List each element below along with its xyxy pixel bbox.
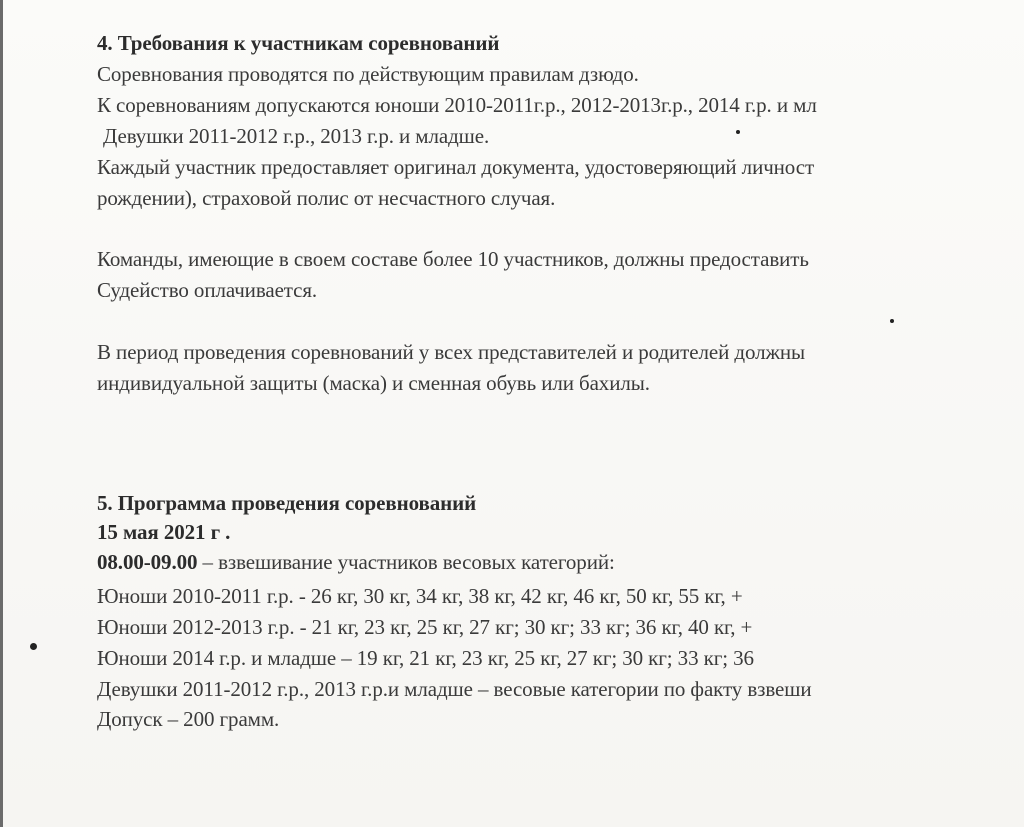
weighin-line [97, 549, 615, 575]
scan-speck [890, 319, 894, 323]
weight-category-line: Юноши 2010-2011 г.р. - 26 кг, 30 кг, 34 кг, 38 кг, 42 кг, 46 кг, 50 кг, 55 кг, + [97, 584, 743, 608]
section-4-line: В период проведения соревнований у всех представителей и родителей должны [97, 340, 806, 364]
competition-date: 15 мая 2021 г . [97, 520, 231, 544]
weight-tolerance-line: Допуск – 200 грамм. [97, 707, 280, 731]
bullet-mark [30, 643, 37, 650]
section-4-line: Соревнования проводятся по действующим правилам дзюдо. [97, 62, 639, 86]
weight-category-line: Девушки 2011-2012 г.р., 2013 г.р.и младше – весовые категории по факту взвеши [97, 677, 812, 701]
section-4-line: Судейство оплачивается. [97, 278, 318, 302]
weight-category-line: Юноши 2012-2013 г.р. - 21 кг, 23 кг, 25 кг, 27 кг; 30 кг; 33 кг; 36 кг, 40 кг, + [97, 615, 753, 639]
section-4-line: рождении), страховой полис от несчастного случая. [97, 186, 556, 210]
section-4-heading: 4. Требования к участникам соревнований [97, 31, 500, 55]
section-4-line: Команды, имеющие в своем составе более 10 участников, должны предоставить [97, 247, 809, 271]
section-4-line: Каждый участник предоставляет оригинал документа, удостоверяющий личност [97, 155, 815, 179]
section-4-line: К соревнованиям допускаются юноши 2010-2011г.р., 2012-2013г.р., 2014 г.р. и мл [97, 93, 817, 117]
page-edge [0, 0, 3, 827]
section-4-line: индивидуальной защиты (маска) и сменная обувь или бахилы. [97, 371, 650, 395]
section-4-line: Девушки 2011-2012 г.р., 2013 г.р. и младше. [103, 124, 490, 148]
weight-category-line: Юноши 2014 г.р. и младше – 19 кг, 21 кг, 23 кг, 25 кг, 27 кг; 30 кг; 33 кг; 36 [97, 646, 754, 670]
scan-speck [736, 130, 740, 134]
section-5-heading: 5. Программа проведения соревнований [97, 491, 477, 515]
weighin-time: 08.00-09.00 [97, 550, 198, 574]
weighin-text: – взвешивание участников весовых категорий: [197, 550, 615, 574]
